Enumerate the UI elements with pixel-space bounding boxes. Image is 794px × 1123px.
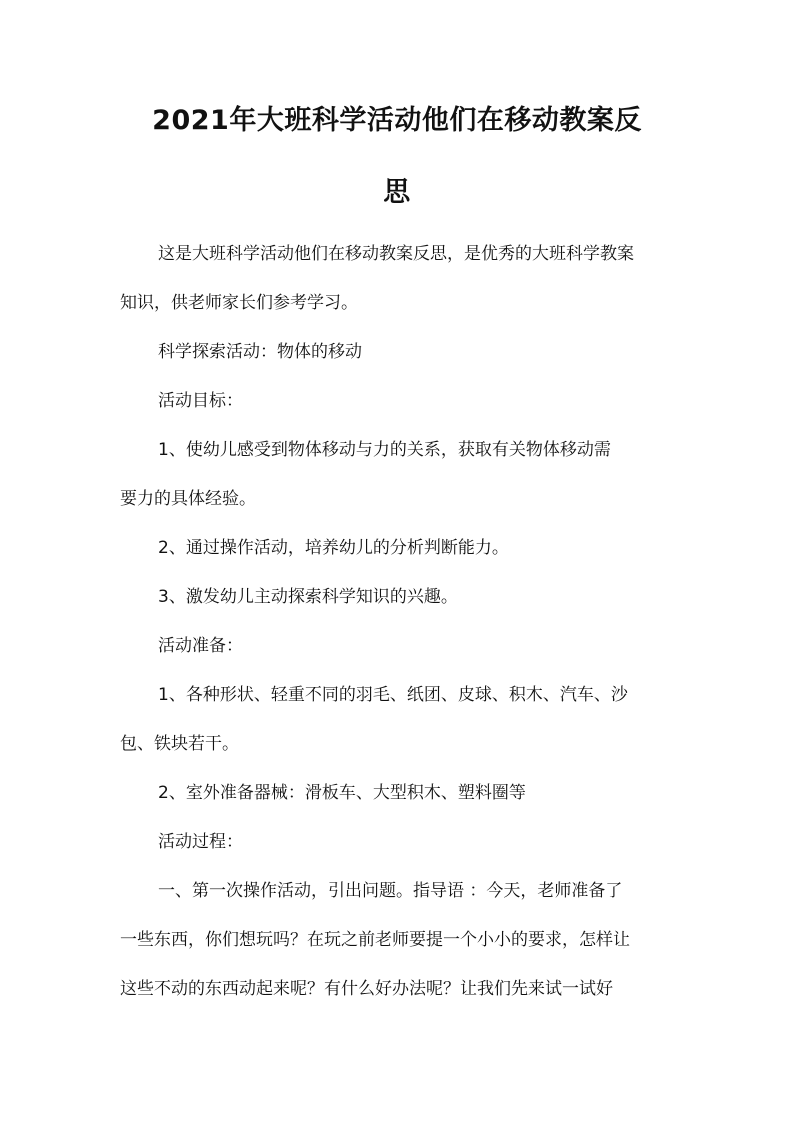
paragraph-line: 这些不动的东西动起来呢？有什么好办法呢？让我们先来试一试好 bbox=[120, 979, 613, 999]
section-heading: 活动过程： bbox=[158, 832, 243, 852]
list-item: 3、激发幼儿主动探索科学知识的兴趣。 bbox=[158, 587, 458, 607]
section-heading: 活动准备： bbox=[158, 636, 243, 656]
document-title-line-1: 2021年大班科学活动他们在移动教案反 bbox=[152, 105, 642, 136]
list-item: 1、各种形状、轻重不同的羽毛、纸团、皮球、积木、汽车、沙 bbox=[158, 685, 628, 705]
section-heading: 活动目标： bbox=[158, 391, 243, 411]
paragraph-line: 这是大班科学活动他们在移动教案反思，是优秀的大班科学教案 bbox=[158, 244, 634, 264]
list-item-continuation: 要力的具体经验。 bbox=[120, 489, 256, 509]
list-item-continuation: 包、铁块若干。 bbox=[120, 734, 239, 754]
list-item: 2、通过操作活动，培养幼儿的分析判断能力。 bbox=[158, 538, 509, 558]
paragraph-line: 知识，供老师家长们参考学习。 bbox=[120, 293, 358, 313]
list-item: 2、室外准备器械：滑板车、大型积木、塑料圈等 bbox=[158, 783, 526, 803]
list-item: 1、使幼儿感受到物体移动与力的关系，获取有关物体移动需 bbox=[158, 440, 611, 460]
paragraph-line: 一些东西，你们想玩吗？在玩之前老师要提一个小小的要求，怎样让 bbox=[120, 930, 630, 950]
paragraph-line: 一、第一次操作活动，引出问题。指导语 ：今天，老师准备了 bbox=[158, 881, 623, 901]
document-title-line-2: 思 bbox=[383, 177, 411, 208]
section-heading: 科学探索活动：物体的移动 bbox=[158, 342, 362, 362]
